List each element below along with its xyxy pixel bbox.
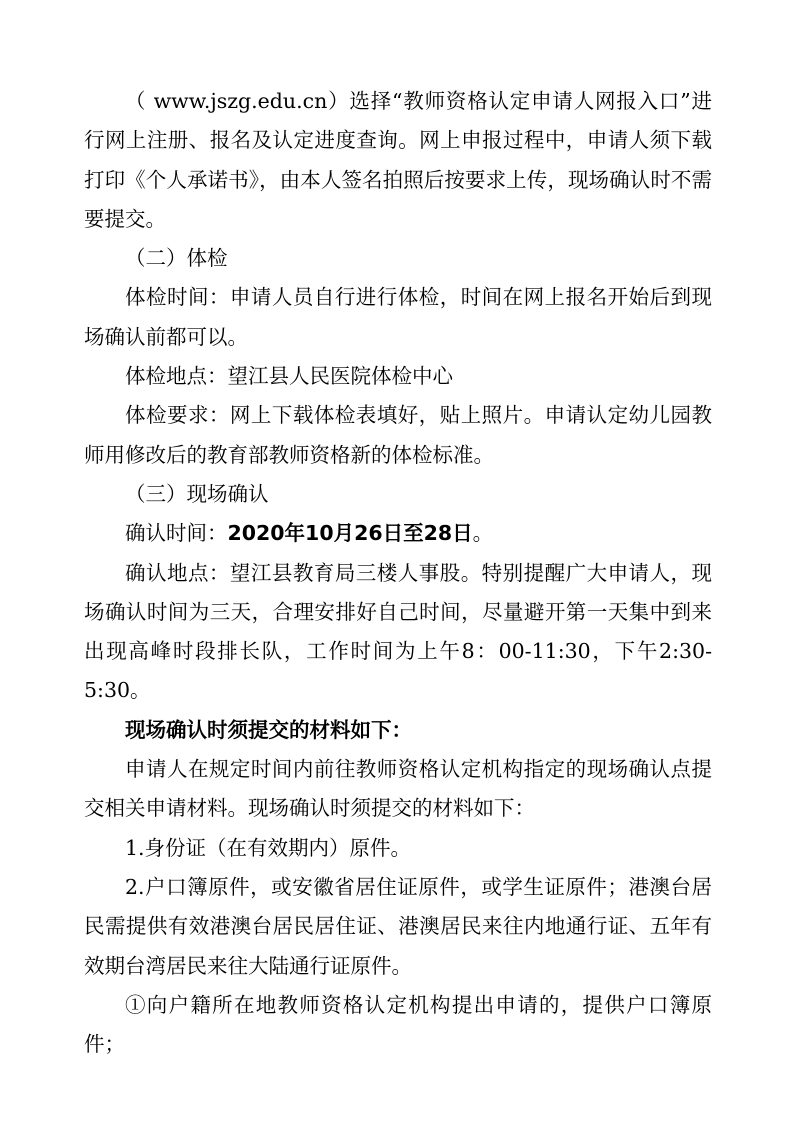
confirmation-time-value: 2020年10月26日至28日 (227, 521, 473, 546)
section-heading-onsite-confirmation: （三）现场确认 (125, 481, 269, 506)
paragraph-exam-time: 体检时间：申请人员自行进行体检，时间在网上报名开始后到现场确认前都可以。 (84, 285, 712, 349)
document-body (84, 82, 712, 1064)
paragraph-confirmation-time (84, 514, 712, 553)
paragraph-submission-instructions: 申请人在规定时间内前往教师资格认定机构指定的现场确认点提交相关申请材料。现场确认时须提交的材料如下： (84, 757, 712, 821)
paragraph-confirmation-location: 确认地点：望江县教育局三楼人事股。特别提醒广大申请人，现场确认时间为三天，合理安排好自己时间，尽量避开第一天集中到来出现高峰时段排长队，工作时间为上午8：00-11:30，下午2:30-5:30。 (84, 560, 712, 703)
heading-required-materials: 现场确认时须提交的材料如下： (125, 717, 412, 742)
paragraph-online-registration: （ www.jszg.edu.cn）选择“教师资格认定申请人网报入口”进行网上注册、报名及认定进度查询。网上申报过程中，申请人须下载打印《个人承诺书》，由本人签名拍照后按要求上传，现场确认时不需要提交。 (84, 89, 712, 231)
confirmation-time-end: 。 (472, 521, 494, 546)
section-heading-physical-exam: （二）体检 (125, 246, 228, 271)
list-item-id-card: 1.身份证（在有效期内）原件。 (125, 835, 412, 860)
confirmation-time-label: 确认时间： (125, 521, 228, 546)
paragraph-exam-location: 体检地点：望江县人民医院体检中心 (125, 364, 453, 389)
paragraph-exam-requirements: 体检要求：网上下载体检表填好，贴上照片。申请认定幼儿园教师用修改后的教育部教师资格新的体检标准。 (84, 403, 712, 467)
list-item-household-register-sub1: ①向户籍所在地教师资格认定机构提出申请的，提供户口簿原件； (84, 992, 712, 1057)
list-item-household-register: 2.户口簿原件，或安徽省居住证原件，或学生证原件；港澳台居民需提供有效港澳台居民居住证、港澳居民来往内地通行证、五年有效期台湾居民来往大陆通行证原件。 (84, 874, 712, 978)
